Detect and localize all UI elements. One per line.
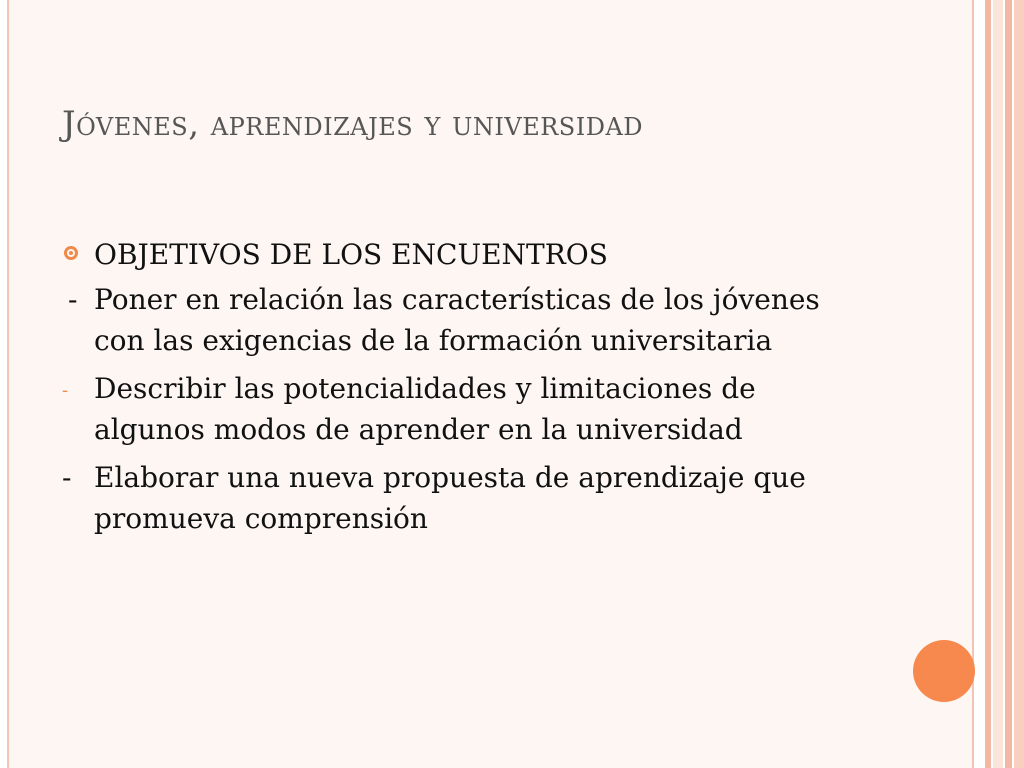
decorative-stripe	[985, 0, 991, 768]
decorative-stripe	[993, 0, 1003, 768]
decorative-stripe	[1005, 0, 1012, 768]
bullet-circle-icon	[64, 246, 78, 260]
slide-body	[58, 234, 858, 539]
item-text: Poner en relación las características de los jóvenes con las exigencias de la formación universitaria	[94, 283, 820, 357]
list-item	[58, 457, 858, 539]
objectives-heading: OBJETIVOS DE LOS ENCUENTROS	[94, 238, 608, 271]
item-marker: -	[62, 461, 72, 494]
objectives-heading-row	[58, 234, 858, 275]
slide-title: Jóvenes, aprendizajes y universidad	[62, 104, 644, 144]
item-text: Elaborar una nueva propuesta de aprendizaje que promueva comprensión	[94, 461, 806, 535]
item-marker: -	[68, 283, 78, 316]
list-item	[58, 368, 858, 450]
item-marker: -	[62, 380, 69, 401]
decorative-circle	[913, 640, 975, 702]
item-text: Describir las potencialidades y limitaciones de algunos modos de aprender en la universidad	[94, 372, 756, 446]
list-item	[58, 279, 858, 361]
decorative-stripe	[1014, 0, 1024, 768]
